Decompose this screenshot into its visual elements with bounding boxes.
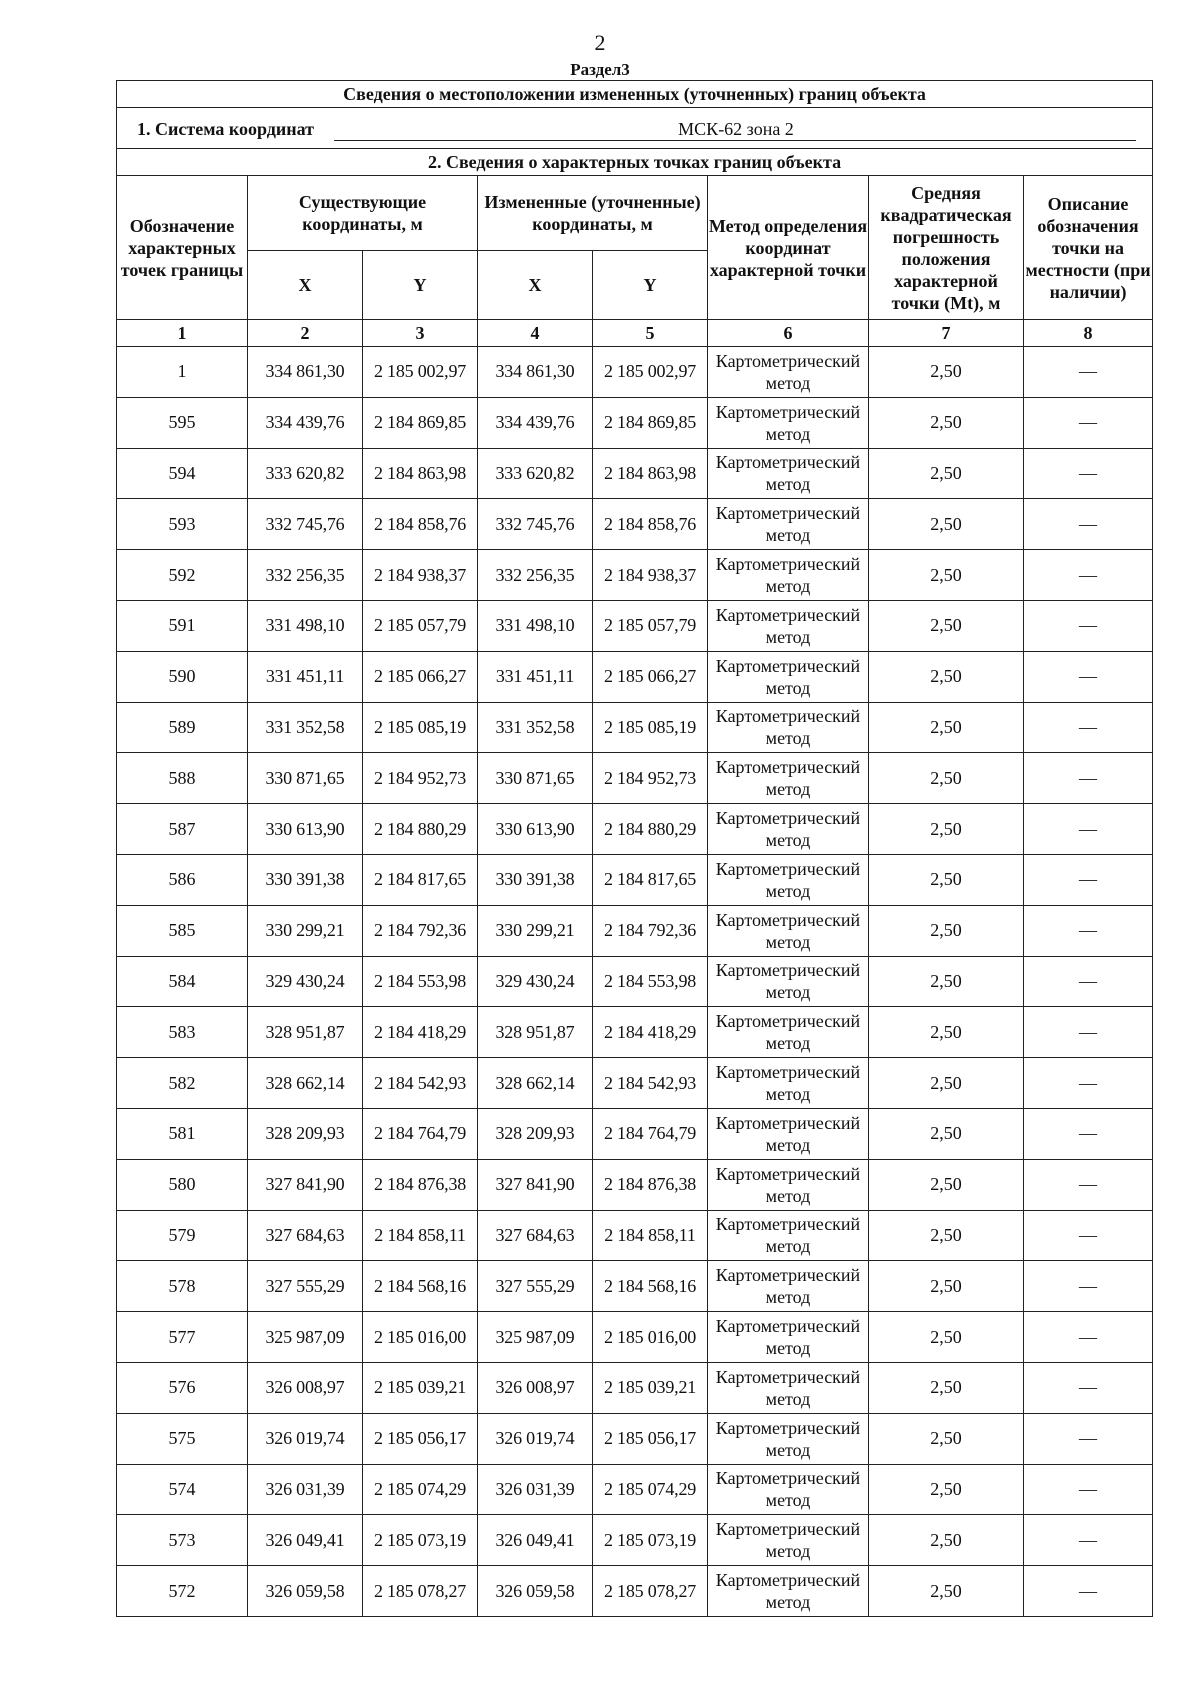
changed-y-cell: 2 185 066,27 bbox=[593, 651, 708, 702]
header-x-existing: X bbox=[248, 251, 363, 320]
method-cell: Картометрический метод bbox=[708, 1312, 869, 1363]
table-row bbox=[117, 1566, 1153, 1617]
changed-x-cell: 334 861,30 bbox=[478, 347, 593, 398]
error-cell: 2,50 bbox=[869, 448, 1024, 499]
column-number: 6 bbox=[708, 320, 869, 347]
existing-y-cell: 2 184 553,98 bbox=[363, 956, 478, 1007]
existing-x-cell: 327 684,63 bbox=[248, 1210, 363, 1261]
error-cell: 2,50 bbox=[869, 1413, 1024, 1464]
error-cell: 2,50 bbox=[869, 651, 1024, 702]
point-id-cell: 574 bbox=[117, 1464, 248, 1515]
method-cell: Картометрический метод bbox=[708, 1413, 869, 1464]
error-cell: 2,50 bbox=[869, 347, 1024, 398]
description-cell: — bbox=[1024, 854, 1153, 905]
table-row bbox=[117, 651, 1153, 702]
method-cell: Картометрический метод bbox=[708, 499, 869, 550]
existing-y-cell: 2 185 039,21 bbox=[363, 1362, 478, 1413]
existing-x-cell: 328 662,14 bbox=[248, 1058, 363, 1109]
points-title: 2. Сведения о характерных точках границ объекта bbox=[117, 149, 1153, 176]
changed-x-cell: 327 684,63 bbox=[478, 1210, 593, 1261]
existing-x-cell: 332 256,35 bbox=[248, 550, 363, 601]
existing-y-cell: 2 184 858,11 bbox=[363, 1210, 478, 1261]
changed-x-cell: 326 059,58 bbox=[478, 1566, 593, 1617]
changed-y-cell: 2 184 553,98 bbox=[593, 956, 708, 1007]
existing-x-cell: 333 620,82 bbox=[248, 448, 363, 499]
existing-y-cell: 2 185 057,79 bbox=[363, 600, 478, 651]
column-numbers-row bbox=[117, 320, 1153, 347]
error-cell: 2,50 bbox=[869, 1007, 1024, 1058]
table-row bbox=[117, 397, 1153, 448]
existing-y-cell: 2 184 858,76 bbox=[363, 499, 478, 550]
coord-system-label: 1. Система координат bbox=[137, 119, 314, 139]
existing-y-cell: 2 184 876,38 bbox=[363, 1159, 478, 1210]
changed-y-cell: 2 185 056,17 bbox=[593, 1413, 708, 1464]
method-cell: Картометрический метод bbox=[708, 347, 869, 398]
method-cell: Картометрический метод bbox=[708, 600, 869, 651]
description-cell: — bbox=[1024, 397, 1153, 448]
point-id-cell: 589 bbox=[117, 702, 248, 753]
existing-x-cell: 326 031,39 bbox=[248, 1464, 363, 1515]
existing-x-cell: 329 430,24 bbox=[248, 956, 363, 1007]
description-cell: — bbox=[1024, 804, 1153, 855]
changed-x-cell: 328 951,87 bbox=[478, 1007, 593, 1058]
description-cell: — bbox=[1024, 1210, 1153, 1261]
description-cell: — bbox=[1024, 651, 1153, 702]
changed-y-cell: 2 184 568,16 bbox=[593, 1261, 708, 1312]
changed-y-cell: 2 185 073,19 bbox=[593, 1515, 708, 1566]
description-cell: — bbox=[1024, 600, 1153, 651]
method-cell: Картометрический метод bbox=[708, 1108, 869, 1159]
method-cell: Картометрический метод bbox=[708, 397, 869, 448]
point-id-cell: 577 bbox=[117, 1312, 248, 1363]
point-id-cell: 576 bbox=[117, 1362, 248, 1413]
method-cell: Картометрический метод bbox=[708, 1515, 869, 1566]
existing-x-cell: 331 451,11 bbox=[248, 651, 363, 702]
existing-y-cell: 2 185 066,27 bbox=[363, 651, 478, 702]
table-row bbox=[117, 956, 1153, 1007]
method-cell: Картометрический метод bbox=[708, 448, 869, 499]
description-cell: — bbox=[1024, 702, 1153, 753]
table-row bbox=[117, 499, 1153, 550]
description-cell: — bbox=[1024, 956, 1153, 1007]
table-row bbox=[117, 804, 1153, 855]
table-row bbox=[117, 448, 1153, 499]
point-id-cell: 583 bbox=[117, 1007, 248, 1058]
description-cell: — bbox=[1024, 1464, 1153, 1515]
changed-y-cell: 2 185 074,29 bbox=[593, 1464, 708, 1515]
table-row bbox=[117, 702, 1153, 753]
column-number: 8 bbox=[1024, 320, 1153, 347]
column-number: 1 bbox=[117, 320, 248, 347]
error-cell: 2,50 bbox=[869, 702, 1024, 753]
point-id-cell: 572 bbox=[117, 1566, 248, 1617]
method-cell: Картометрический метод bbox=[708, 1159, 869, 1210]
column-number: 3 bbox=[363, 320, 478, 347]
error-cell: 2,50 bbox=[869, 1566, 1024, 1617]
method-cell: Картометрический метод bbox=[708, 1261, 869, 1312]
table-row bbox=[117, 1108, 1153, 1159]
changed-x-cell: 327 841,90 bbox=[478, 1159, 593, 1210]
existing-x-cell: 328 951,87 bbox=[248, 1007, 363, 1058]
point-id-cell: 594 bbox=[117, 448, 248, 499]
changed-x-cell: 330 299,21 bbox=[478, 905, 593, 956]
existing-y-cell: 2 184 869,85 bbox=[363, 397, 478, 448]
point-id-cell: 582 bbox=[117, 1058, 248, 1109]
description-cell: — bbox=[1024, 1058, 1153, 1109]
point-id-cell: 1 bbox=[117, 347, 248, 398]
changed-y-cell: 2 184 876,38 bbox=[593, 1159, 708, 1210]
existing-y-cell: 2 184 817,65 bbox=[363, 854, 478, 905]
changed-x-cell: 326 049,41 bbox=[478, 1515, 593, 1566]
existing-x-cell: 327 555,29 bbox=[248, 1261, 363, 1312]
existing-x-cell: 330 613,90 bbox=[248, 804, 363, 855]
column-number: 5 bbox=[593, 320, 708, 347]
existing-y-cell: 2 184 542,93 bbox=[363, 1058, 478, 1109]
existing-x-cell: 328 209,93 bbox=[248, 1108, 363, 1159]
error-cell: 2,50 bbox=[869, 1362, 1024, 1413]
existing-x-cell: 334 861,30 bbox=[248, 347, 363, 398]
point-id-cell: 573 bbox=[117, 1515, 248, 1566]
table-row bbox=[117, 1210, 1153, 1261]
existing-x-cell: 326 049,41 bbox=[248, 1515, 363, 1566]
changed-x-cell: 326 008,97 bbox=[478, 1362, 593, 1413]
changed-y-cell: 2 184 817,65 bbox=[593, 854, 708, 905]
method-cell: Картометрический метод bbox=[708, 1007, 869, 1058]
point-id-cell: 590 bbox=[117, 651, 248, 702]
description-cell: — bbox=[1024, 1566, 1153, 1617]
changed-y-cell: 2 184 869,85 bbox=[593, 397, 708, 448]
changed-x-cell: 330 613,90 bbox=[478, 804, 593, 855]
changed-x-cell: 328 662,14 bbox=[478, 1058, 593, 1109]
changed-y-cell: 2 185 002,97 bbox=[593, 347, 708, 398]
existing-x-cell: 326 059,58 bbox=[248, 1566, 363, 1617]
point-id-cell: 584 bbox=[117, 956, 248, 1007]
existing-y-cell: 2 185 056,17 bbox=[363, 1413, 478, 1464]
changed-x-cell: 327 555,29 bbox=[478, 1261, 593, 1312]
point-id-cell: 581 bbox=[117, 1108, 248, 1159]
method-cell: Картометрический метод bbox=[708, 1058, 869, 1109]
point-id-cell: 579 bbox=[117, 1210, 248, 1261]
error-cell: 2,50 bbox=[869, 1261, 1024, 1312]
table-row bbox=[117, 1515, 1153, 1566]
header-designation: Обозначение характерных точек границы bbox=[117, 176, 248, 320]
header-method: Метод определения координат характерной точки bbox=[708, 176, 869, 320]
existing-y-cell: 2 185 016,00 bbox=[363, 1312, 478, 1363]
changed-y-cell: 2 185 085,19 bbox=[593, 702, 708, 753]
header-error: Средняя квадратическая погрешность положения характерной точки (Mt), м bbox=[869, 176, 1024, 320]
existing-y-cell: 2 185 073,19 bbox=[363, 1515, 478, 1566]
point-id-cell: 592 bbox=[117, 550, 248, 601]
changed-y-cell: 2 185 057,79 bbox=[593, 600, 708, 651]
table-row bbox=[117, 753, 1153, 804]
description-cell: — bbox=[1024, 1515, 1153, 1566]
error-cell: 2,50 bbox=[869, 1058, 1024, 1109]
error-cell: 2,50 bbox=[869, 1515, 1024, 1566]
table-row bbox=[117, 1362, 1153, 1413]
existing-y-cell: 2 184 792,36 bbox=[363, 905, 478, 956]
table-row bbox=[117, 1159, 1153, 1210]
changed-x-cell: 331 352,58 bbox=[478, 702, 593, 753]
description-cell: — bbox=[1024, 448, 1153, 499]
method-cell: Картометрический метод bbox=[708, 1210, 869, 1261]
changed-y-cell: 2 184 792,36 bbox=[593, 905, 708, 956]
table-row bbox=[117, 600, 1153, 651]
existing-x-cell: 330 299,21 bbox=[248, 905, 363, 956]
changed-x-cell: 331 498,10 bbox=[478, 600, 593, 651]
existing-y-cell: 2 184 880,29 bbox=[363, 804, 478, 855]
changed-x-cell: 328 209,93 bbox=[478, 1108, 593, 1159]
method-cell: Картометрический метод bbox=[708, 753, 869, 804]
method-cell: Картометрический метод bbox=[708, 702, 869, 753]
existing-x-cell: 327 841,90 bbox=[248, 1159, 363, 1210]
existing-y-cell: 2 185 085,19 bbox=[363, 702, 478, 753]
method-cell: Картометрический метод bbox=[708, 854, 869, 905]
changed-y-cell: 2 184 952,73 bbox=[593, 753, 708, 804]
description-cell: — bbox=[1024, 347, 1153, 398]
existing-x-cell: 334 439,76 bbox=[248, 397, 363, 448]
page-number: 2 bbox=[594, 30, 606, 55]
header-y-changed: Y bbox=[593, 251, 708, 320]
table-row bbox=[117, 1058, 1153, 1109]
table-row bbox=[117, 1312, 1153, 1363]
method-cell: Картометрический метод bbox=[708, 1464, 869, 1515]
point-id-cell: 591 bbox=[117, 600, 248, 651]
existing-y-cell: 2 185 002,97 bbox=[363, 347, 478, 398]
description-cell: — bbox=[1024, 499, 1153, 550]
existing-y-cell: 2 184 568,16 bbox=[363, 1261, 478, 1312]
method-cell: Картометрический метод bbox=[708, 956, 869, 1007]
table-row bbox=[117, 854, 1153, 905]
changed-y-cell: 2 184 764,79 bbox=[593, 1108, 708, 1159]
changed-y-cell: 2 184 542,93 bbox=[593, 1058, 708, 1109]
changed-y-cell: 2 184 858,11 bbox=[593, 1210, 708, 1261]
point-id-cell: 595 bbox=[117, 397, 248, 448]
error-cell: 2,50 bbox=[869, 1108, 1024, 1159]
existing-x-cell: 326 008,97 bbox=[248, 1362, 363, 1413]
column-number: 4 bbox=[478, 320, 593, 347]
existing-x-cell: 330 391,38 bbox=[248, 854, 363, 905]
existing-y-cell: 2 184 952,73 bbox=[363, 753, 478, 804]
point-id-cell: 585 bbox=[117, 905, 248, 956]
description-cell: — bbox=[1024, 1159, 1153, 1210]
description-cell: — bbox=[1024, 1312, 1153, 1363]
method-cell: Картометрический метод bbox=[708, 1362, 869, 1413]
table-title: Сведения о местоположении измененных (уточненных) границ объекта bbox=[117, 81, 1153, 108]
existing-x-cell: 325 987,09 bbox=[248, 1312, 363, 1363]
table-row bbox=[117, 1464, 1153, 1515]
error-cell: 2,50 bbox=[869, 600, 1024, 651]
changed-y-cell: 2 185 016,00 bbox=[593, 1312, 708, 1363]
changed-y-cell: 2 184 863,98 bbox=[593, 448, 708, 499]
changed-x-cell: 326 031,39 bbox=[478, 1464, 593, 1515]
description-cell: — bbox=[1024, 550, 1153, 601]
header-x-changed: X bbox=[478, 251, 593, 320]
changed-x-cell: 325 987,09 bbox=[478, 1312, 593, 1363]
method-cell: Картометрический метод bbox=[708, 905, 869, 956]
changed-x-cell: 334 439,76 bbox=[478, 397, 593, 448]
changed-x-cell: 332 256,35 bbox=[478, 550, 593, 601]
header-description: Описание обозначения точки на местности (при наличии) bbox=[1024, 176, 1153, 320]
changed-x-cell: 326 019,74 bbox=[478, 1413, 593, 1464]
changed-x-cell: 329 430,24 bbox=[478, 956, 593, 1007]
changed-x-cell: 333 620,82 bbox=[478, 448, 593, 499]
method-cell: Картометрический метод bbox=[708, 550, 869, 601]
point-id-cell: 580 bbox=[117, 1159, 248, 1210]
changed-y-cell: 2 184 880,29 bbox=[593, 804, 708, 855]
table-row bbox=[117, 1261, 1153, 1312]
point-id-cell: 575 bbox=[117, 1413, 248, 1464]
changed-y-cell: 2 185 078,27 bbox=[593, 1566, 708, 1617]
header-y-existing: Y bbox=[363, 251, 478, 320]
existing-x-cell: 332 745,76 bbox=[248, 499, 363, 550]
description-cell: — bbox=[1024, 1108, 1153, 1159]
point-id-cell: 593 bbox=[117, 499, 248, 550]
point-id-cell: 587 bbox=[117, 804, 248, 855]
header-changed: Измененные (уточненные) координаты, м bbox=[478, 176, 708, 251]
changed-x-cell: 330 391,38 bbox=[478, 854, 593, 905]
method-cell: Картометрический метод bbox=[708, 804, 869, 855]
table-row bbox=[117, 1413, 1153, 1464]
table-row bbox=[117, 550, 1153, 601]
description-cell: — bbox=[1024, 753, 1153, 804]
existing-y-cell: 2 185 074,29 bbox=[363, 1464, 478, 1515]
description-cell: — bbox=[1024, 905, 1153, 956]
existing-y-cell: 2 184 863,98 bbox=[363, 448, 478, 499]
description-cell: — bbox=[1024, 1261, 1153, 1312]
changed-y-cell: 2 185 039,21 bbox=[593, 1362, 708, 1413]
coord-system-row bbox=[117, 108, 1153, 149]
existing-y-cell: 2 184 418,29 bbox=[363, 1007, 478, 1058]
changed-y-cell: 2 184 938,37 bbox=[593, 550, 708, 601]
error-cell: 2,50 bbox=[869, 1210, 1024, 1261]
point-id-cell: 586 bbox=[117, 854, 248, 905]
existing-x-cell: 326 019,74 bbox=[248, 1413, 363, 1464]
changed-y-cell: 2 184 858,76 bbox=[593, 499, 708, 550]
existing-x-cell: 331 352,58 bbox=[248, 702, 363, 753]
error-cell: 2,50 bbox=[869, 397, 1024, 448]
error-cell: 2,50 bbox=[869, 1159, 1024, 1210]
existing-y-cell: 2 185 078,27 bbox=[363, 1566, 478, 1617]
header-existing: Существующие координаты, м bbox=[248, 176, 478, 251]
section-title: Раздел3 bbox=[570, 60, 630, 79]
point-id-cell: 588 bbox=[117, 753, 248, 804]
error-cell: 2,50 bbox=[869, 804, 1024, 855]
error-cell: 2,50 bbox=[869, 550, 1024, 601]
table-row bbox=[117, 347, 1153, 398]
boundary-points-table bbox=[116, 80, 1153, 1617]
error-cell: 2,50 bbox=[869, 1464, 1024, 1515]
existing-y-cell: 2 184 764,79 bbox=[363, 1108, 478, 1159]
description-cell: — bbox=[1024, 1413, 1153, 1464]
error-cell: 2,50 bbox=[869, 499, 1024, 550]
description-cell: — bbox=[1024, 1007, 1153, 1058]
error-cell: 2,50 bbox=[869, 753, 1024, 804]
error-cell: 2,50 bbox=[869, 956, 1024, 1007]
error-cell: 2,50 bbox=[869, 905, 1024, 956]
table-row bbox=[117, 905, 1153, 956]
table-row bbox=[117, 1007, 1153, 1058]
existing-x-cell: 330 871,65 bbox=[248, 753, 363, 804]
existing-x-cell: 331 498,10 bbox=[248, 600, 363, 651]
existing-y-cell: 2 184 938,37 bbox=[363, 550, 478, 601]
method-cell: Картометрический метод bbox=[708, 651, 869, 702]
column-number: 2 bbox=[248, 320, 363, 347]
error-cell: 2,50 bbox=[869, 854, 1024, 905]
description-cell: — bbox=[1024, 1362, 1153, 1413]
column-number: 7 bbox=[869, 320, 1024, 347]
changed-x-cell: 331 451,11 bbox=[478, 651, 593, 702]
changed-x-cell: 330 871,65 bbox=[478, 753, 593, 804]
changed-y-cell: 2 184 418,29 bbox=[593, 1007, 708, 1058]
coord-system-value: МСК-62 зона 2 bbox=[334, 119, 1136, 141]
method-cell: Картометрический метод bbox=[708, 1566, 869, 1617]
changed-x-cell: 332 745,76 bbox=[478, 499, 593, 550]
error-cell: 2,50 bbox=[869, 1312, 1024, 1363]
point-id-cell: 578 bbox=[117, 1261, 248, 1312]
